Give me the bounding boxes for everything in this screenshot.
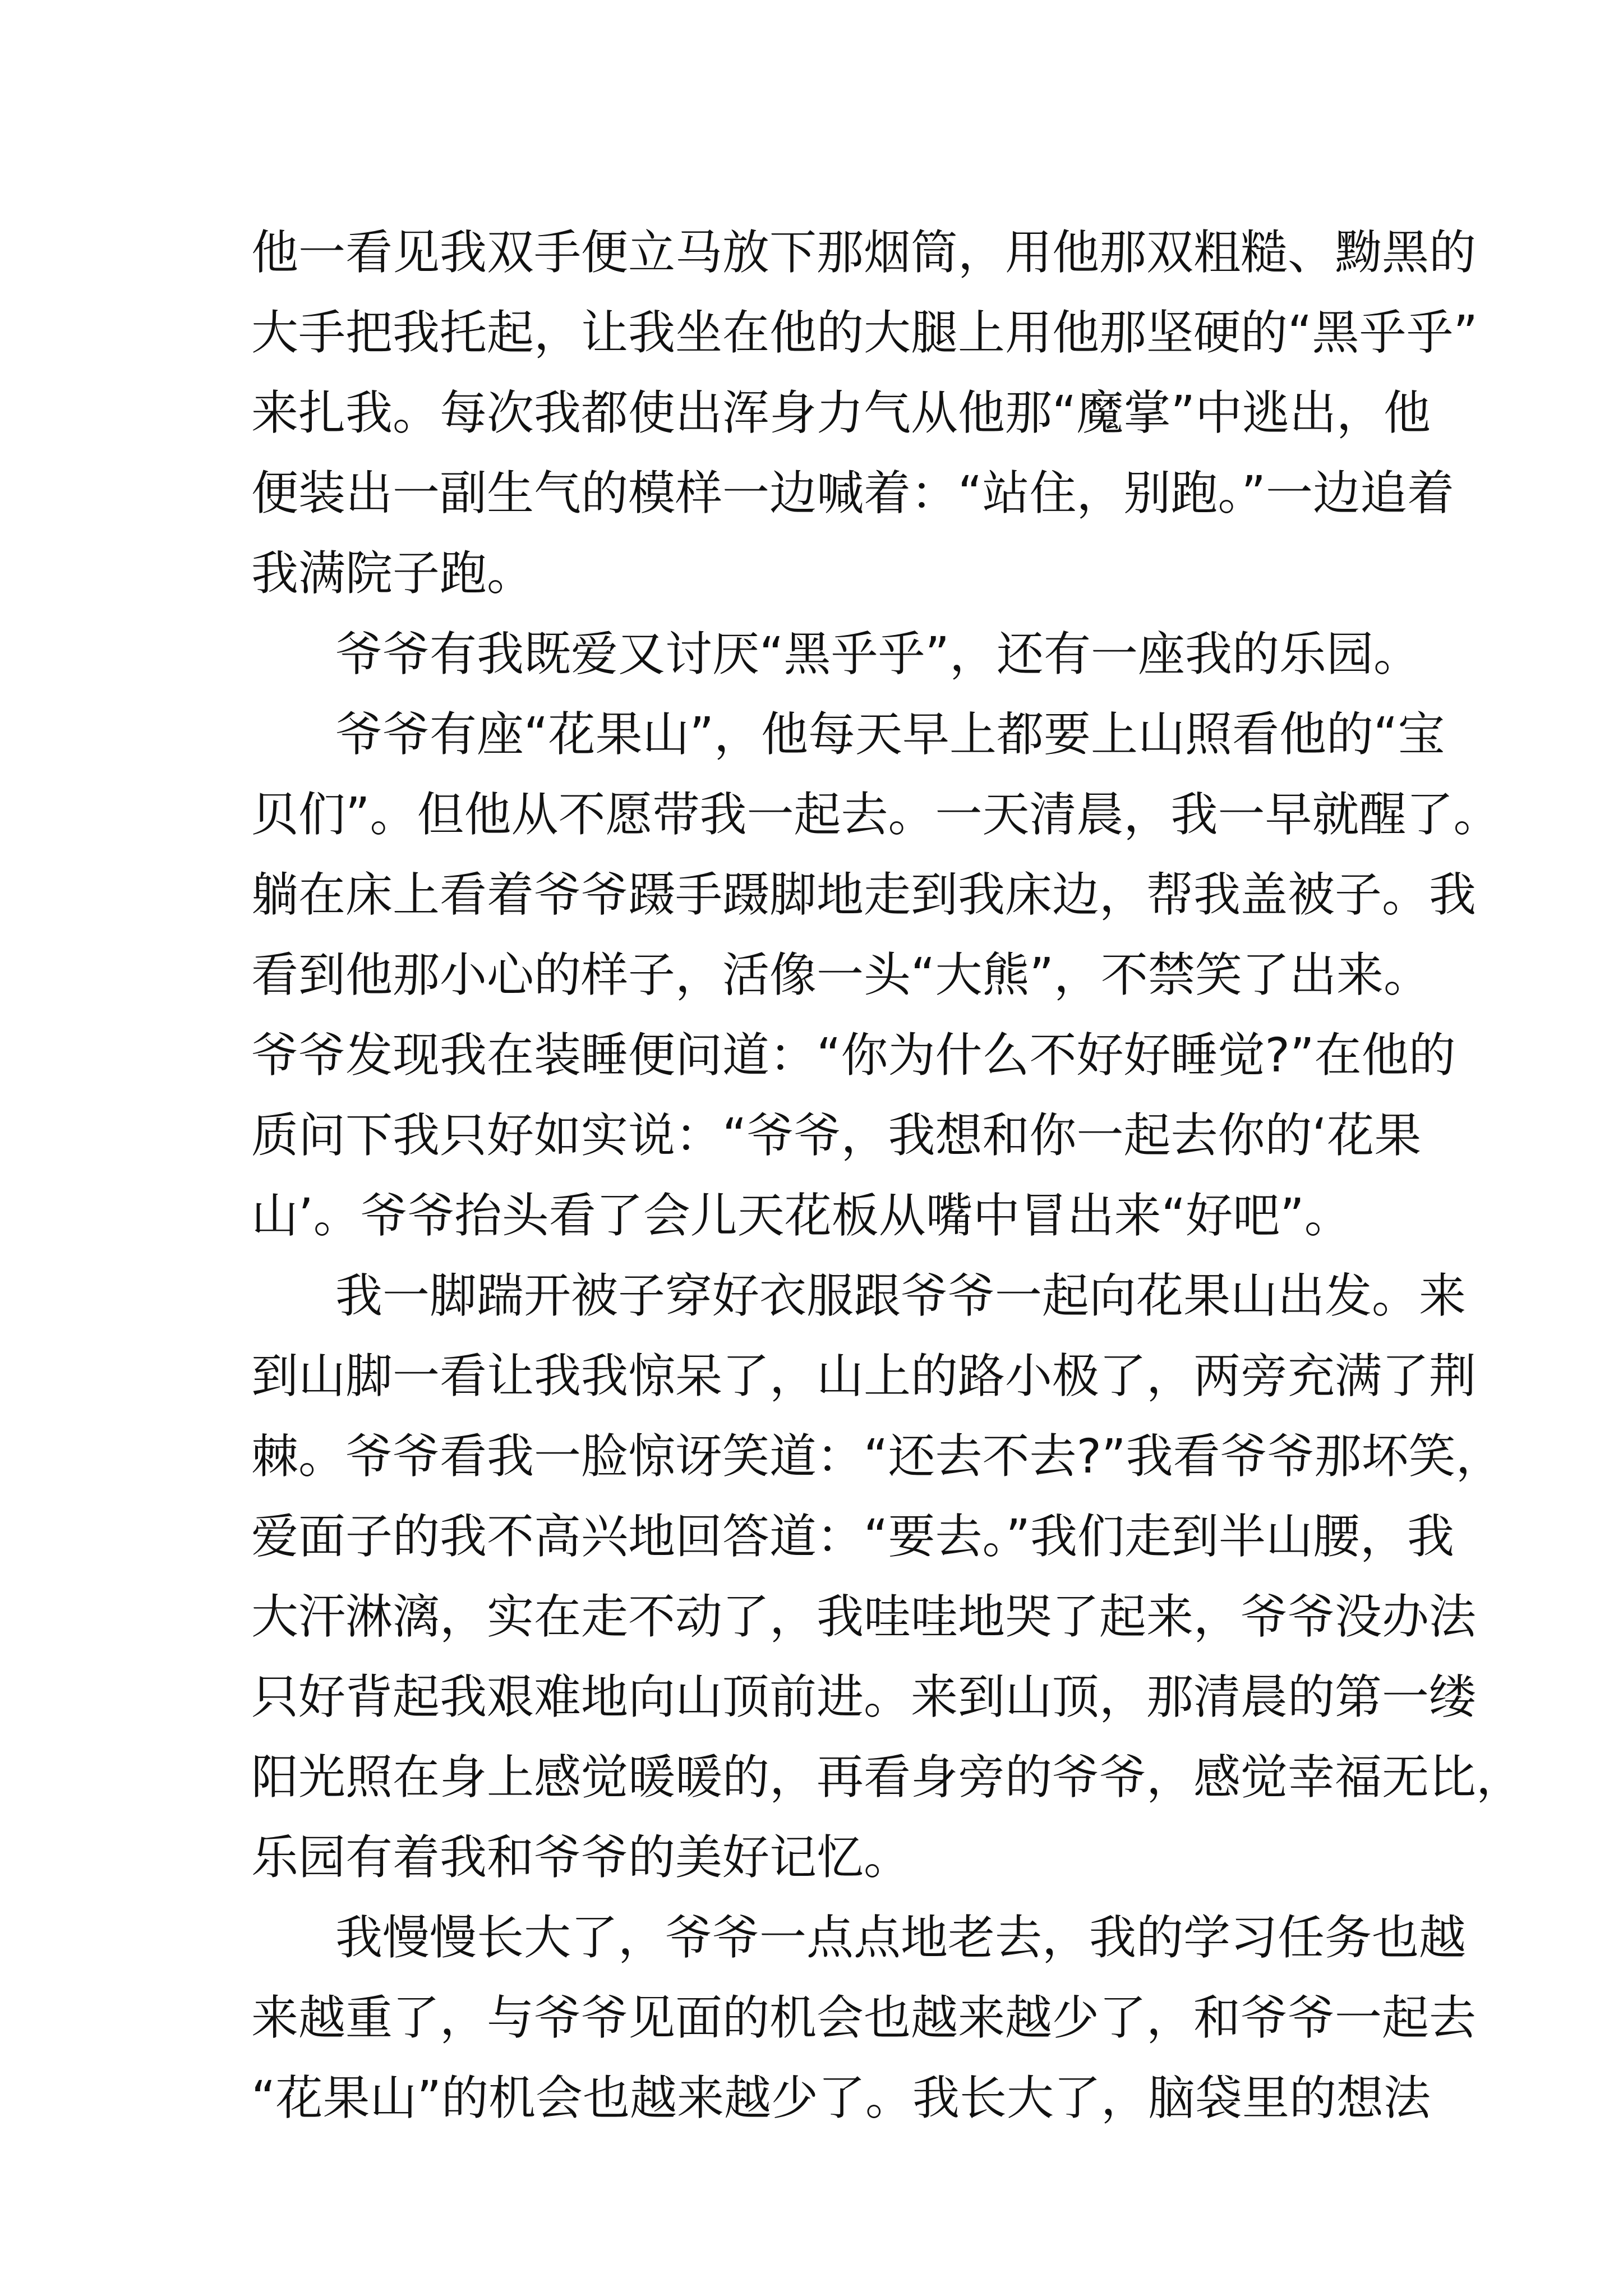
- text-line: 乐园有着我和爷爷的美好记忆。: [251, 1830, 911, 1885]
- text-line: 大手把我托起，让我坐在他的大腿上用他那坚硬的“黑乎乎”: [251, 305, 1478, 360]
- text-line: 看到他那小心的样子，活像一头“大熊”，不禁笑了出来。: [251, 947, 1431, 1002]
- text-line: “花果山”的机会也越来越少了。我长大了，脑袋里的想法: [251, 2070, 1431, 2125]
- text-line: 贝们”。但他从不愿带我一起去。一天清晨，我一早就醒了。: [251, 787, 1501, 842]
- text-line: 来扎我。每次我都使出浑身力气从他那“魔掌”中逃出，他: [251, 385, 1431, 440]
- paragraph-first-line: 我慢慢长大了，爷爷一点点地老去，我的学习任务也越: [335, 1910, 1467, 1965]
- text-line: 我满院子跑。: [251, 546, 534, 601]
- text-line: 阳光照在身上感觉暖暖的，再看身旁的爷爷，感觉幸福无比，: [251, 1750, 1524, 1805]
- paragraph-first-line: 我一脚踹开被子穿好衣服跟爷爷一起向花果山出发。来: [335, 1268, 1467, 1323]
- text-line: 山’。爷爷抬头看了会儿天花板从嘴中冒出来“好吧”。: [251, 1188, 1352, 1243]
- text-line: 爱面子的我不高兴地回答道：“要去。”我们走到半山腰，我: [251, 1509, 1455, 1564]
- text-line: 质问下我只好如实说：“爷爷，我想和你一起去你的‘花果: [251, 1108, 1422, 1163]
- text-line: 爷爷发现我在装睡便问道：“你为什么不好好睡觉?”在他的: [251, 1028, 1456, 1083]
- text-line: 只好背起我艰难地向山顶前进。来到山顶，那清晨的第一缕: [251, 1669, 1477, 1724]
- text-line: 大汗淋漓，实在走不动了，我哇哇地哭了起来，爷爷没办法: [251, 1589, 1477, 1644]
- text-line: 躺在床上看着爷爷蹑手蹑脚地走到我床边，帮我盖被子。我: [251, 867, 1477, 922]
- text-line: 便装出一副生气的模样一边喊着：“站住，别跑。”一边追着: [251, 466, 1455, 521]
- text-line: 来越重了，与爷爷见面的机会也越来越少了，和爷爷一起去: [251, 1990, 1477, 2045]
- paragraph-first-line: 爷爷有我既爱又讨厌“黑乎乎”，还有一座我的乐园。: [335, 627, 1421, 682]
- text-line: 他一看见我双手便立马放下那烟筒，用他那双粗糙、黝黑的: [251, 225, 1477, 280]
- text-line: 棘。爷爷看我一脸惊讶笑道：“还去不去?”我看爷爷那坏笑，: [251, 1429, 1503, 1484]
- text-line: 到山脚一看让我我惊呆了，山上的路小极了，两旁充满了荆: [251, 1349, 1477, 1404]
- paragraph-first-line: 爷爷有座“花果山”，他每天早上都要上山照看他的“宝: [335, 707, 1445, 762]
